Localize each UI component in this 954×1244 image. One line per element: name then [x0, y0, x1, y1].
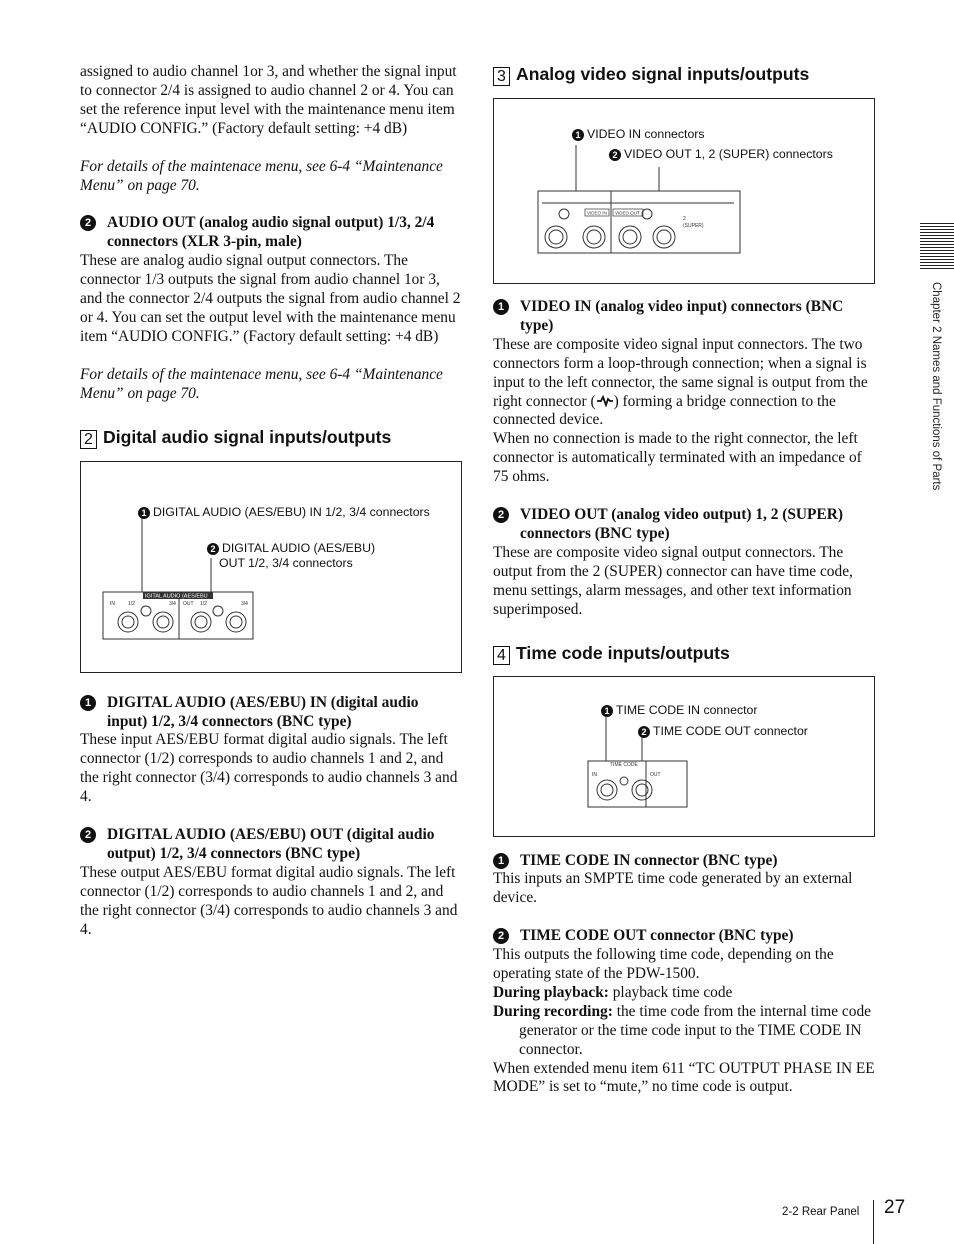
svg-text:2: 2: [683, 216, 686, 222]
time-code-out-body: This outputs the following time code, depending on the operating state of the PDW-1500.: [493, 946, 834, 983]
svg-text:1/2: 1/2: [128, 600, 135, 607]
callout-time-code-out: 2 TIME CODE OUT connector: [638, 724, 808, 739]
section-number-box: 3: [493, 67, 510, 86]
section-heading-time-code: 4 Time code inputs/outputs: [493, 642, 875, 665]
svg-text:3/4: 3/4: [241, 600, 248, 607]
svg-text:(SUPER): (SUPER): [683, 223, 704, 229]
right-column: [493, 63, 875, 1097]
video-out-heading: 2 VIDEO OUT (analog video output) 1, 2 (SUPER) connectors (BNC type): [493, 506, 875, 544]
number-badge: 2: [80, 827, 96, 843]
during-recording: During recording: the time code from the internal time code generator or the time code input to the TIME CODE IN connector.: [493, 1002, 871, 1058]
digital-audio-out-body: These output AES/EBU format digital audio signals. The left connector (1/2) corresponds to audio channels 1 and 2, and the right connector (3/4) corresponds to audio channels 3 and 4.: [80, 863, 458, 938]
digital-audio-figure: [80, 461, 462, 673]
svg-text:OUT: OUT: [650, 771, 661, 778]
number-badge: 1: [80, 695, 96, 711]
section-heading-analog-video: 3 Analog video signal inputs/outputs: [493, 63, 875, 86]
svg-text:VIDEO OUT: VIDEO OUT: [615, 210, 640, 216]
analog-video-figure: [493, 98, 875, 284]
maintenance-note: For details of the maintenace menu, see 6-4 “Maintenance Menu” on page 70.: [80, 157, 443, 194]
video-out-body: These are composite video signal output connectors. The output from the 2 (SUPER) connector can have time code, menu settings, alarm messages, and other text information superimposed.: [493, 543, 853, 618]
section-number-box: 4: [493, 646, 510, 665]
footer-divider: [873, 1200, 874, 1244]
footer-section-name: 2-2 Rear Panel: [782, 1206, 860, 1218]
svg-text:1/2: 1/2: [200, 600, 207, 607]
bridge-connection-icon: [596, 395, 614, 407]
svg-text:VIDEO IN: VIDEO IN: [587, 210, 607, 216]
time-code-in-body: This inputs an SMPTE time code generated by an external device.: [493, 870, 853, 907]
time-code-panel-illustration: [494, 677, 876, 838]
callout-digital-audio-out: 2 DIGITAL AUDIO (AES/EBU) OUT 1/2, 3/4 connectors: [207, 541, 375, 571]
left-column: [80, 63, 462, 939]
intro-paragraph: assigned to audio channel 1or 3, and whether the signal input to connector 2/4 is assigned to audio channel 2 or 4. You can set the reference input level with the maintenance menu item “AUDIO CONFIG.” (Factory default setting: +4 dB): [80, 63, 457, 137]
video-in-body: These are composite video signal input connectors. The two connectors form a loop-through connection; when a signal is input to the left connector, the same signal is output from the right connector ( ) forming a bridge connection to the connected device. When no connection is made to the right connector, the left connector is automatically terminated with an impedance of 75 ohms.: [493, 335, 868, 486]
callout-video-in: 1 VIDEO IN connectors: [572, 127, 705, 142]
svg-text:OUT: OUT: [183, 600, 194, 607]
number-badge: 1: [493, 299, 509, 315]
video-in-heading: 1 VIDEO IN (analog video input) connectors (BNC type): [493, 298, 875, 336]
svg-text:IGITAL AUDIO (AES/EBU: IGITAL AUDIO (AES/EBU: [145, 593, 208, 600]
time-code-figure: [493, 676, 875, 837]
section-heading-digital-audio: 2 Digital audio signal inputs/outputs: [80, 426, 462, 449]
time-code-in-heading: 1 TIME CODE IN connector (BNC type): [493, 852, 875, 871]
during-playback: During playback: playback time code: [493, 983, 733, 1001]
digital-audio-in-heading: 1 DIGITAL AUDIO (AES/EBU) IN (digital audio input) 1/2, 3/4 connectors (BNC type): [80, 694, 462, 732]
svg-text:TIME CODE: TIME CODE: [610, 761, 638, 768]
callout-time-code-in: 1 TIME CODE IN connector: [601, 703, 757, 718]
section-number-box: 2: [80, 430, 97, 449]
svg-text:3/4: 3/4: [169, 600, 176, 607]
number-badge: 2: [80, 215, 96, 231]
page-number: 27: [884, 1197, 906, 1218]
audio-out-heading: 2 AUDIO OUT (analog audio signal output) 1/3, 2/4 connectors (XLR 3-pin, male): [80, 214, 462, 252]
callout-digital-audio-in: 1 DIGITAL AUDIO (AES/EBU) IN 1/2, 3/4 connectors: [138, 505, 430, 520]
number-badge: 2: [493, 928, 509, 944]
time-code-out-heading: 2 TIME CODE OUT connector (BNC type): [493, 927, 875, 946]
digital-audio-out-heading: 2 DIGITAL AUDIO (AES/EBU) OUT (digital audio output) 1/2, 3/4 connectors (BNC type): [80, 826, 462, 864]
svg-text:IN: IN: [110, 600, 115, 607]
digital-audio-in-body: These input AES/EBU format digital audio signals. The left connector (1/2) corresponds to audio channels 1 and 2, and the right connector (3/4) corresponds to audio channels 3 and 4.: [80, 731, 458, 806]
time-code-out-note: When extended menu item 611 “TC OUTPUT PHASE IN EE MODE” is set to “mute,” no time code is output.: [493, 1059, 875, 1096]
audio-out-body: These are analog audio signal output connectors. The connector 1/3 outputs the signal from audio channel 1or 3, and the connector 2/4 outputs the signal from audio channel 2 or 4. You can set the output level with the maintenance menu item “AUDIO CONFIG.” (Factory default setting: +4 dB): [80, 252, 461, 345]
callout-video-out: 2 VIDEO OUT 1, 2 (SUPER) connectors: [609, 147, 833, 162]
chapter-sidebar-label: Chapter 2 Names and Functions of Parts: [930, 282, 942, 491]
number-badge: 1: [493, 853, 509, 869]
maintenance-note: For details of the maintenace menu, see 6-4 “Maintenance Menu” on page 70.: [80, 365, 443, 402]
chapter-tab-lines: [920, 223, 954, 269]
svg-text:IN: IN: [592, 771, 597, 778]
number-badge: 2: [493, 507, 509, 523]
